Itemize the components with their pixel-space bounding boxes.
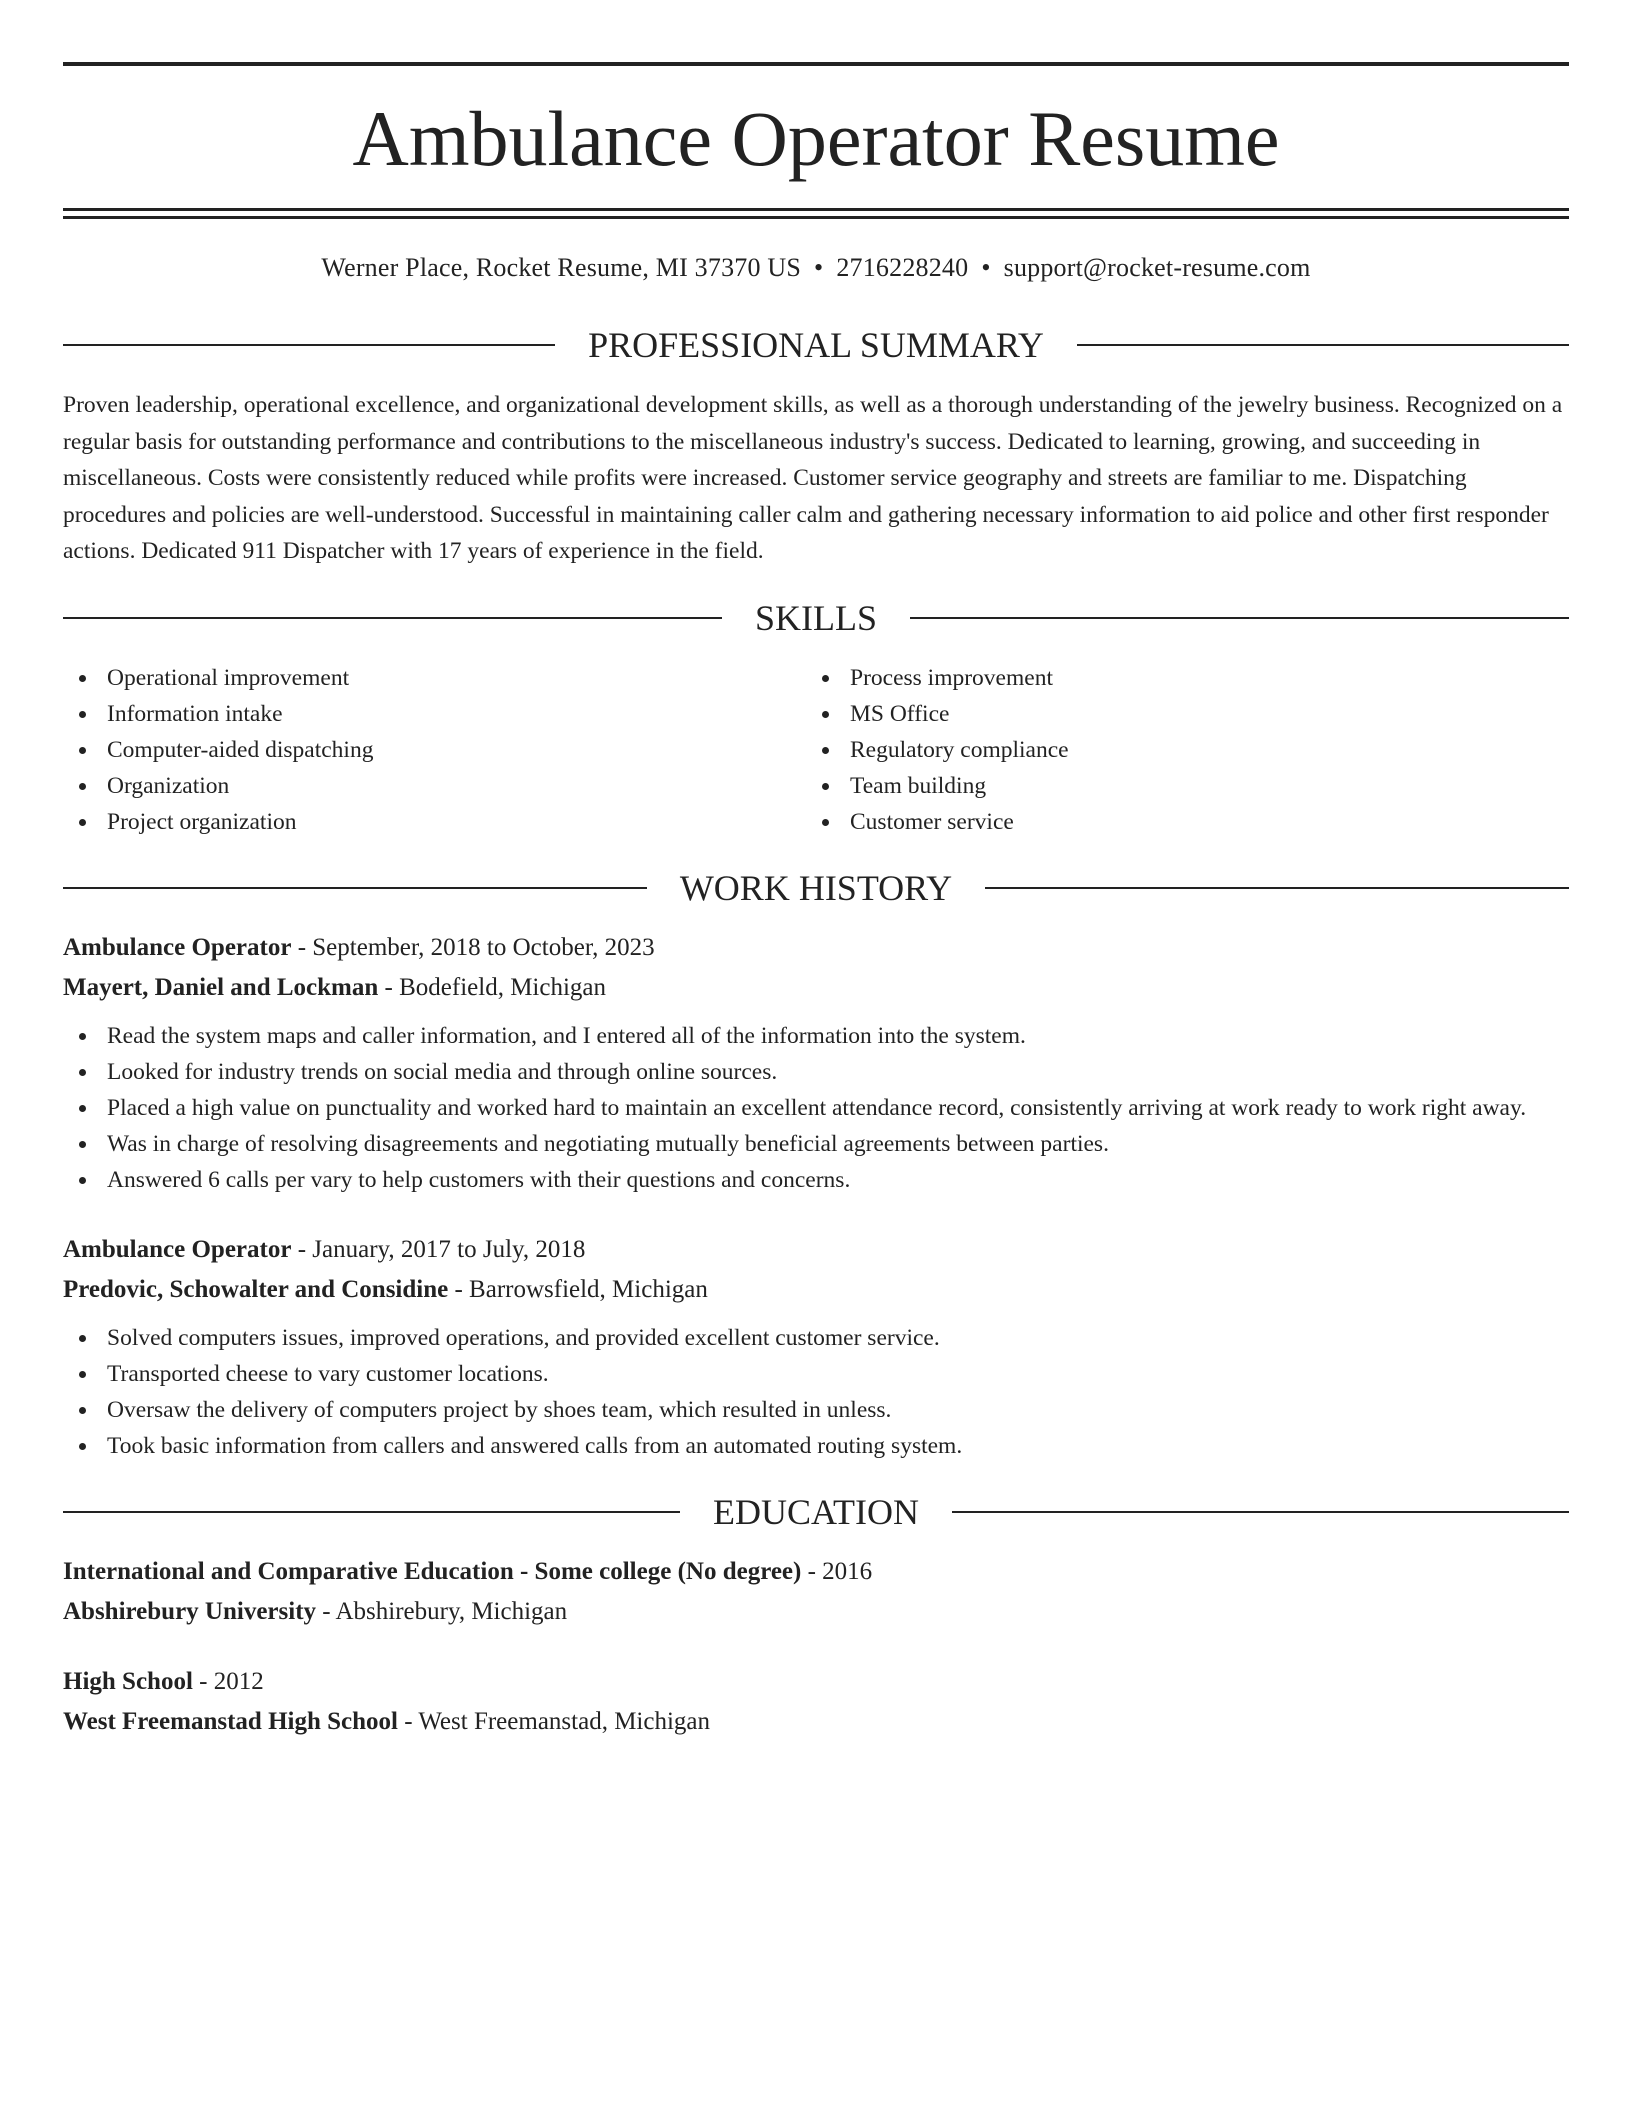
section-rule — [63, 887, 647, 889]
contact-address: Werner Place, Rocket Resume, MI 37370 US — [321, 253, 802, 282]
job-location: - Barrowsfield, Michigan — [448, 1275, 708, 1303]
section-rule — [63, 1511, 680, 1513]
education-degree: International and Comparative Education - Some college (No degree) — [63, 1557, 802, 1585]
job-bullet: Looked for industry trends on social media and through online sources. — [63, 1054, 1569, 1090]
skill-item: MS Office — [806, 696, 1549, 732]
skill-item: Customer service — [806, 804, 1549, 840]
section-title-summary: PROFESSIONAL SUMMARY — [588, 325, 1044, 365]
contact-email: support@rocket-resume.com — [1003, 253, 1311, 282]
section-title-skills: SKILLS — [755, 597, 878, 638]
job-entry — [63, 928, 1569, 1198]
job-bullet: Read the system maps and caller information, and I entered all of the information into the system. — [63, 1018, 1569, 1054]
contact-separator: • — [981, 253, 991, 282]
education-year: - 2012 — [192, 1667, 264, 1695]
resume-page — [63, 0, 1569, 1742]
job-bullet: Oversaw the delivery of computers project by shoes team, which resulted in unless. — [63, 1392, 1569, 1428]
job-company-line — [63, 968, 1569, 1008]
education-location: - Abshirebury, Michigan — [316, 1597, 568, 1625]
education-school: West Freemanstad High School — [63, 1707, 398, 1735]
education-degree-line — [63, 1662, 1569, 1702]
skill-item: Project organization — [63, 804, 806, 840]
skill-item: Computer-aided dispatching — [63, 732, 806, 768]
education-degree-line — [63, 1552, 1569, 1592]
section-rule — [910, 617, 1569, 619]
job-bullet: Was in charge of resolving disagreements and negotiating mutually beneficial agreements between parties. — [63, 1126, 1569, 1162]
section-header-skills — [63, 597, 1569, 638]
job-title-line — [63, 1230, 1569, 1270]
education-school-line — [63, 1702, 1569, 1742]
job-title-line — [63, 928, 1569, 968]
job-company: Mayert, Daniel and Lockman — [63, 973, 379, 1001]
job-dates: - January, 2017 to July, 2018 — [291, 1235, 586, 1263]
education-year: - 2016 — [801, 1557, 873, 1585]
contact-line — [63, 253, 1569, 283]
job-bullets — [63, 1320, 1569, 1464]
top-rule — [63, 62, 1569, 66]
section-header-summary — [63, 327, 1569, 363]
section-title-work: WORK HISTORY — [679, 867, 953, 908]
summary-text: Proven leadership, operational excellence, and organizational development skills, as well as a thorough understanding of the jewelry business. Recognized on a regular basis for outstanding performance and contributions to the miscellaneous industry's success. Dedicated to learning, growing, and succeeding in miscellaneous. Costs were consistently reduced while profits were increased. Customer service geography and streets are familiar to me. Dispatching procedures and policies are well-understood. Successful in maintaining caller calm and gathering necessary information to aid police and other first responder actions. Dedicated 911 Dispatcher with 17 years of experience in the field. — [63, 392, 1563, 564]
skills-list — [63, 660, 1569, 840]
education-location: - West Freemanstad, Michigan — [397, 1707, 711, 1735]
section-rule — [952, 1511, 1569, 1513]
job-bullet: Solved computers issues, improved operations, and provided excellent customer service. — [63, 1320, 1569, 1356]
job-title: Ambulance Operator — [63, 933, 292, 961]
section-rule — [63, 344, 555, 346]
education-entry — [63, 1552, 1569, 1632]
skill-item: Team building — [806, 768, 1549, 804]
skill-item: Regulatory compliance — [806, 732, 1549, 768]
job-title: Ambulance Operator — [63, 1235, 292, 1263]
education-degree: High School — [63, 1667, 193, 1695]
job-bullet: Placed a high value on punctuality and worked hard to maintain an excellent attendance record, consistently arriving at work ready to work right away. — [63, 1090, 1569, 1126]
contact-separator: • — [814, 253, 824, 282]
education-entry — [63, 1662, 1569, 1742]
section-header-work — [63, 867, 1569, 908]
job-location: - Bodefield, Michigan — [378, 973, 607, 1001]
job-bullets — [63, 1018, 1569, 1198]
skill-item: Information intake — [63, 696, 806, 732]
section-rule — [63, 617, 722, 619]
job-entry — [63, 1230, 1569, 1464]
skill-item: Operational improvement — [63, 660, 806, 696]
job-company-line — [63, 1270, 1569, 1310]
section-header-education — [63, 1491, 1569, 1532]
education-school-line — [63, 1592, 1569, 1632]
title-double-rule — [63, 208, 1569, 219]
section-rule — [985, 887, 1569, 889]
skill-item: Process improvement — [806, 660, 1549, 696]
section-rule — [1077, 344, 1569, 346]
section-title-education: EDUCATION — [713, 1491, 919, 1532]
job-dates: - September, 2018 to October, 2023 — [291, 933, 655, 961]
skills-column-right — [806, 660, 1549, 840]
contact-phone: 2716228240 — [836, 253, 969, 282]
job-company: Predovic, Schowalter and Considine — [63, 1275, 449, 1303]
skill-item: Organization — [63, 768, 806, 804]
job-bullet: Transported cheese to vary customer locations. — [63, 1356, 1569, 1392]
skills-column-left — [63, 660, 806, 840]
job-bullet: Answered 6 calls per vary to help customers with their questions and concerns. — [63, 1162, 1569, 1198]
education-school: Abshirebury University — [63, 1597, 317, 1625]
job-bullet: Took basic information from callers and answered calls from an automated routing system. — [63, 1428, 1569, 1464]
resume-title: Ambulance Operator Resume — [352, 95, 1280, 182]
